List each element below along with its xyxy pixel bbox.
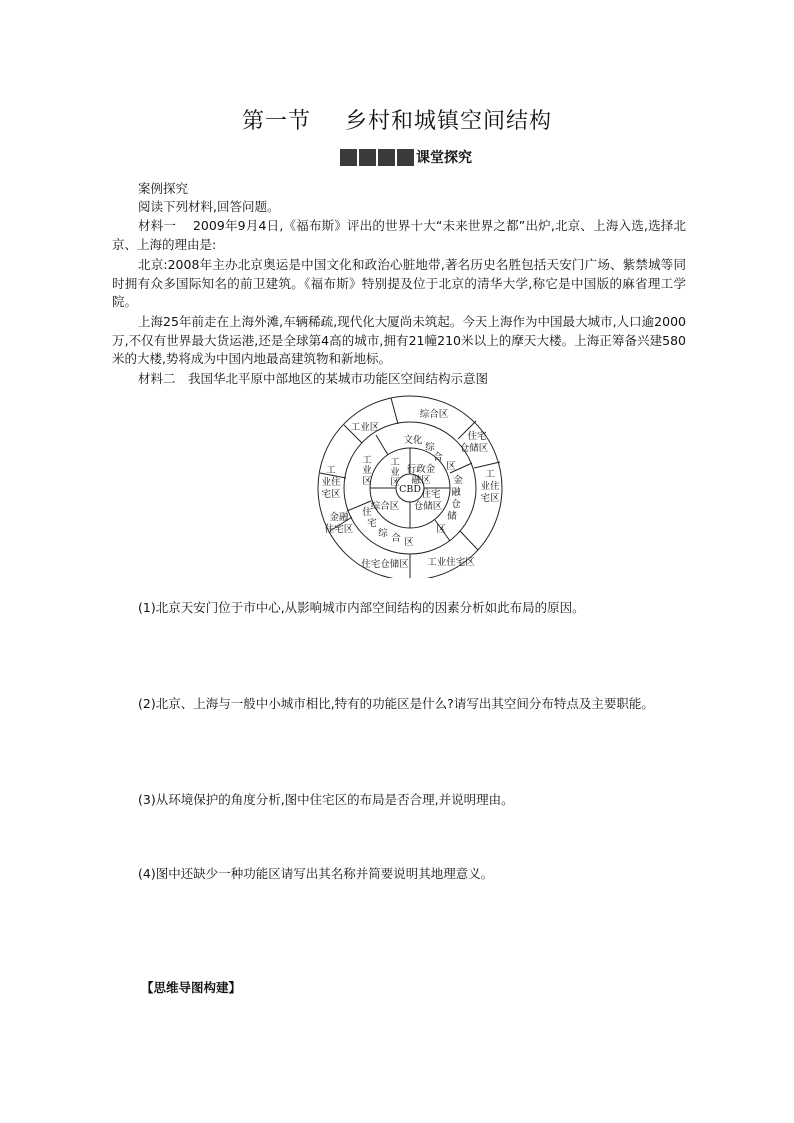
inner-zone-industrial: 工 [390, 457, 400, 468]
inner-zone-comprehensive: 综合区 [370, 501, 400, 512]
outer-zone-industrial-residential-e-2: 业住 [480, 481, 500, 492]
outer-zone-industrial: 工业区 [350, 422, 380, 433]
cbd-label: CBD [399, 484, 421, 495]
outer-zone-industrial-residential-w: 工 [326, 465, 336, 476]
material-two-caption: 材料二 我国华北平原中部地区的某城市功能区空间结构示意图 [138, 371, 489, 386]
middle-zone-finance-storage-2: 融 [451, 487, 461, 498]
outer-zone-residential-storage-ne: 住宅 [467, 431, 487, 442]
beijing-paragraph: 北京:2008年主办北京奥运是中国文化和政治心脏地带,著名历史名胜包括天安门广场、紫禁城等同时拥有众多国际知名的前卫建筑。《福布斯》特别提及位于北京的清华大学,称它是中国版的麻省理工学院。 [112, 257, 686, 309]
inner-zone-admin-finance-2: 融区 [411, 475, 431, 486]
material-one-text: 材料一 2009年9月4日,《福布斯》评出的世界十大“未来世界之都”出炉,北京、上海入选,选择北京、上海的理由是: [112, 218, 686, 252]
inner-zone-industrial-2: 业 [390, 467, 400, 478]
middle-zone-residential-3: 综 [378, 528, 388, 539]
case-instruction: 阅读下列材料,回答问题。 [138, 199, 280, 214]
outer-zone-finance-residential: 金融 [329, 512, 349, 523]
section-label: 课堂探究 [416, 150, 472, 166]
question-4: (4)图中还缺少一种功能区请写出其名称并简要说明其地理意义。 [138, 866, 494, 881]
middle-zone-residential: 住 [362, 507, 372, 518]
middle-zone-residential-5: 区 [404, 537, 414, 548]
middle-zone-finance-storage-3: 仓 [451, 499, 461, 510]
mind-map-heading: 【思维导图构建】 [141, 980, 242, 995]
middle-zone-residential-2: 宅 [367, 518, 377, 529]
shanghai-paragraph: 上海25年前走在上海外滩,车辆稀疏,现代化大厦尚未筑起。今天上海作为中国最大城市,人口逾2000万,不仅有世界最大货运港,还是全球第4高的城市,拥有21幢210米以上的摩天大楼。上海正筹备兴建580米的大楼,势将成为中国内地最高建筑物和新地标。 [112, 314, 686, 366]
inner-zone-residential-storage-2: 仓储区 [413, 501, 443, 512]
middle-zone-culture-2: 综 [425, 442, 435, 453]
title-text: 乡村和城镇空间结构 [345, 109, 553, 134]
outer-zone-industrial-residential-e: 工 [485, 469, 495, 480]
outer-zone-industrial-residential-se: 工业住宅区 [427, 557, 475, 568]
question-2: (2)北京、上海与一般中小城市相比,特有的功能区是什么?请写出其空间分布特点及主要职能。 [138, 696, 654, 711]
page-title [0, 104, 794, 135]
outer-zone-industrial-residential-e-3: 宅区 [480, 493, 500, 504]
middle-zone-culture-4: 区 [446, 461, 456, 472]
middle-zone-residential-4: 合 [391, 533, 401, 544]
middle-zone-industrial: 工 [362, 455, 372, 466]
outer-zone-industrial-residential-w-3: 宅区 [321, 489, 341, 500]
outer-zone-comprehensive: 综合区 [419, 409, 449, 420]
outer-zone-residential-storage-ne-2: 仓储区 [459, 443, 489, 454]
outer-zone-finance-residential-2: 住宅区 [324, 524, 354, 535]
inner-zone-residential-storage: 住宅 [421, 489, 441, 500]
case-heading: 案例探究 [138, 181, 189, 196]
title-section-number: 第一节 [241, 109, 311, 134]
section-marker-icon [340, 149, 414, 166]
middle-zone-finance-storage-4: 储 [447, 511, 457, 522]
middle-zone-industrial-2: 业 [362, 465, 372, 476]
outer-zone-industrial-residential-w-2: 业住 [321, 477, 341, 488]
middle-zone-industrial-3: 区 [362, 476, 372, 487]
middle-zone-culture: 文化 [403, 435, 423, 446]
middle-zone-finance-storage-5: 区 [436, 524, 446, 535]
middle-zone-finance-storage: 金 [453, 475, 463, 486]
section-header [340, 146, 472, 168]
middle-zone-culture-3: 合 [433, 452, 443, 463]
question-3: (3)从环境保护的角度分析,图中住宅区的布局是否合理,并说明理由。 [138, 792, 514, 807]
inner-zone-industrial-3: 区 [390, 477, 400, 488]
city-function-zone-diagram [310, 393, 510, 578]
outer-zone-residential-storage-s: 住宅仓储区 [361, 559, 409, 570]
inner-zone-admin-finance: 行政金 [406, 464, 436, 475]
question-1: (1)北京天安门位于市中心,从影响城市内部空间结构的因素分析如此布局的原因。 [138, 600, 585, 615]
